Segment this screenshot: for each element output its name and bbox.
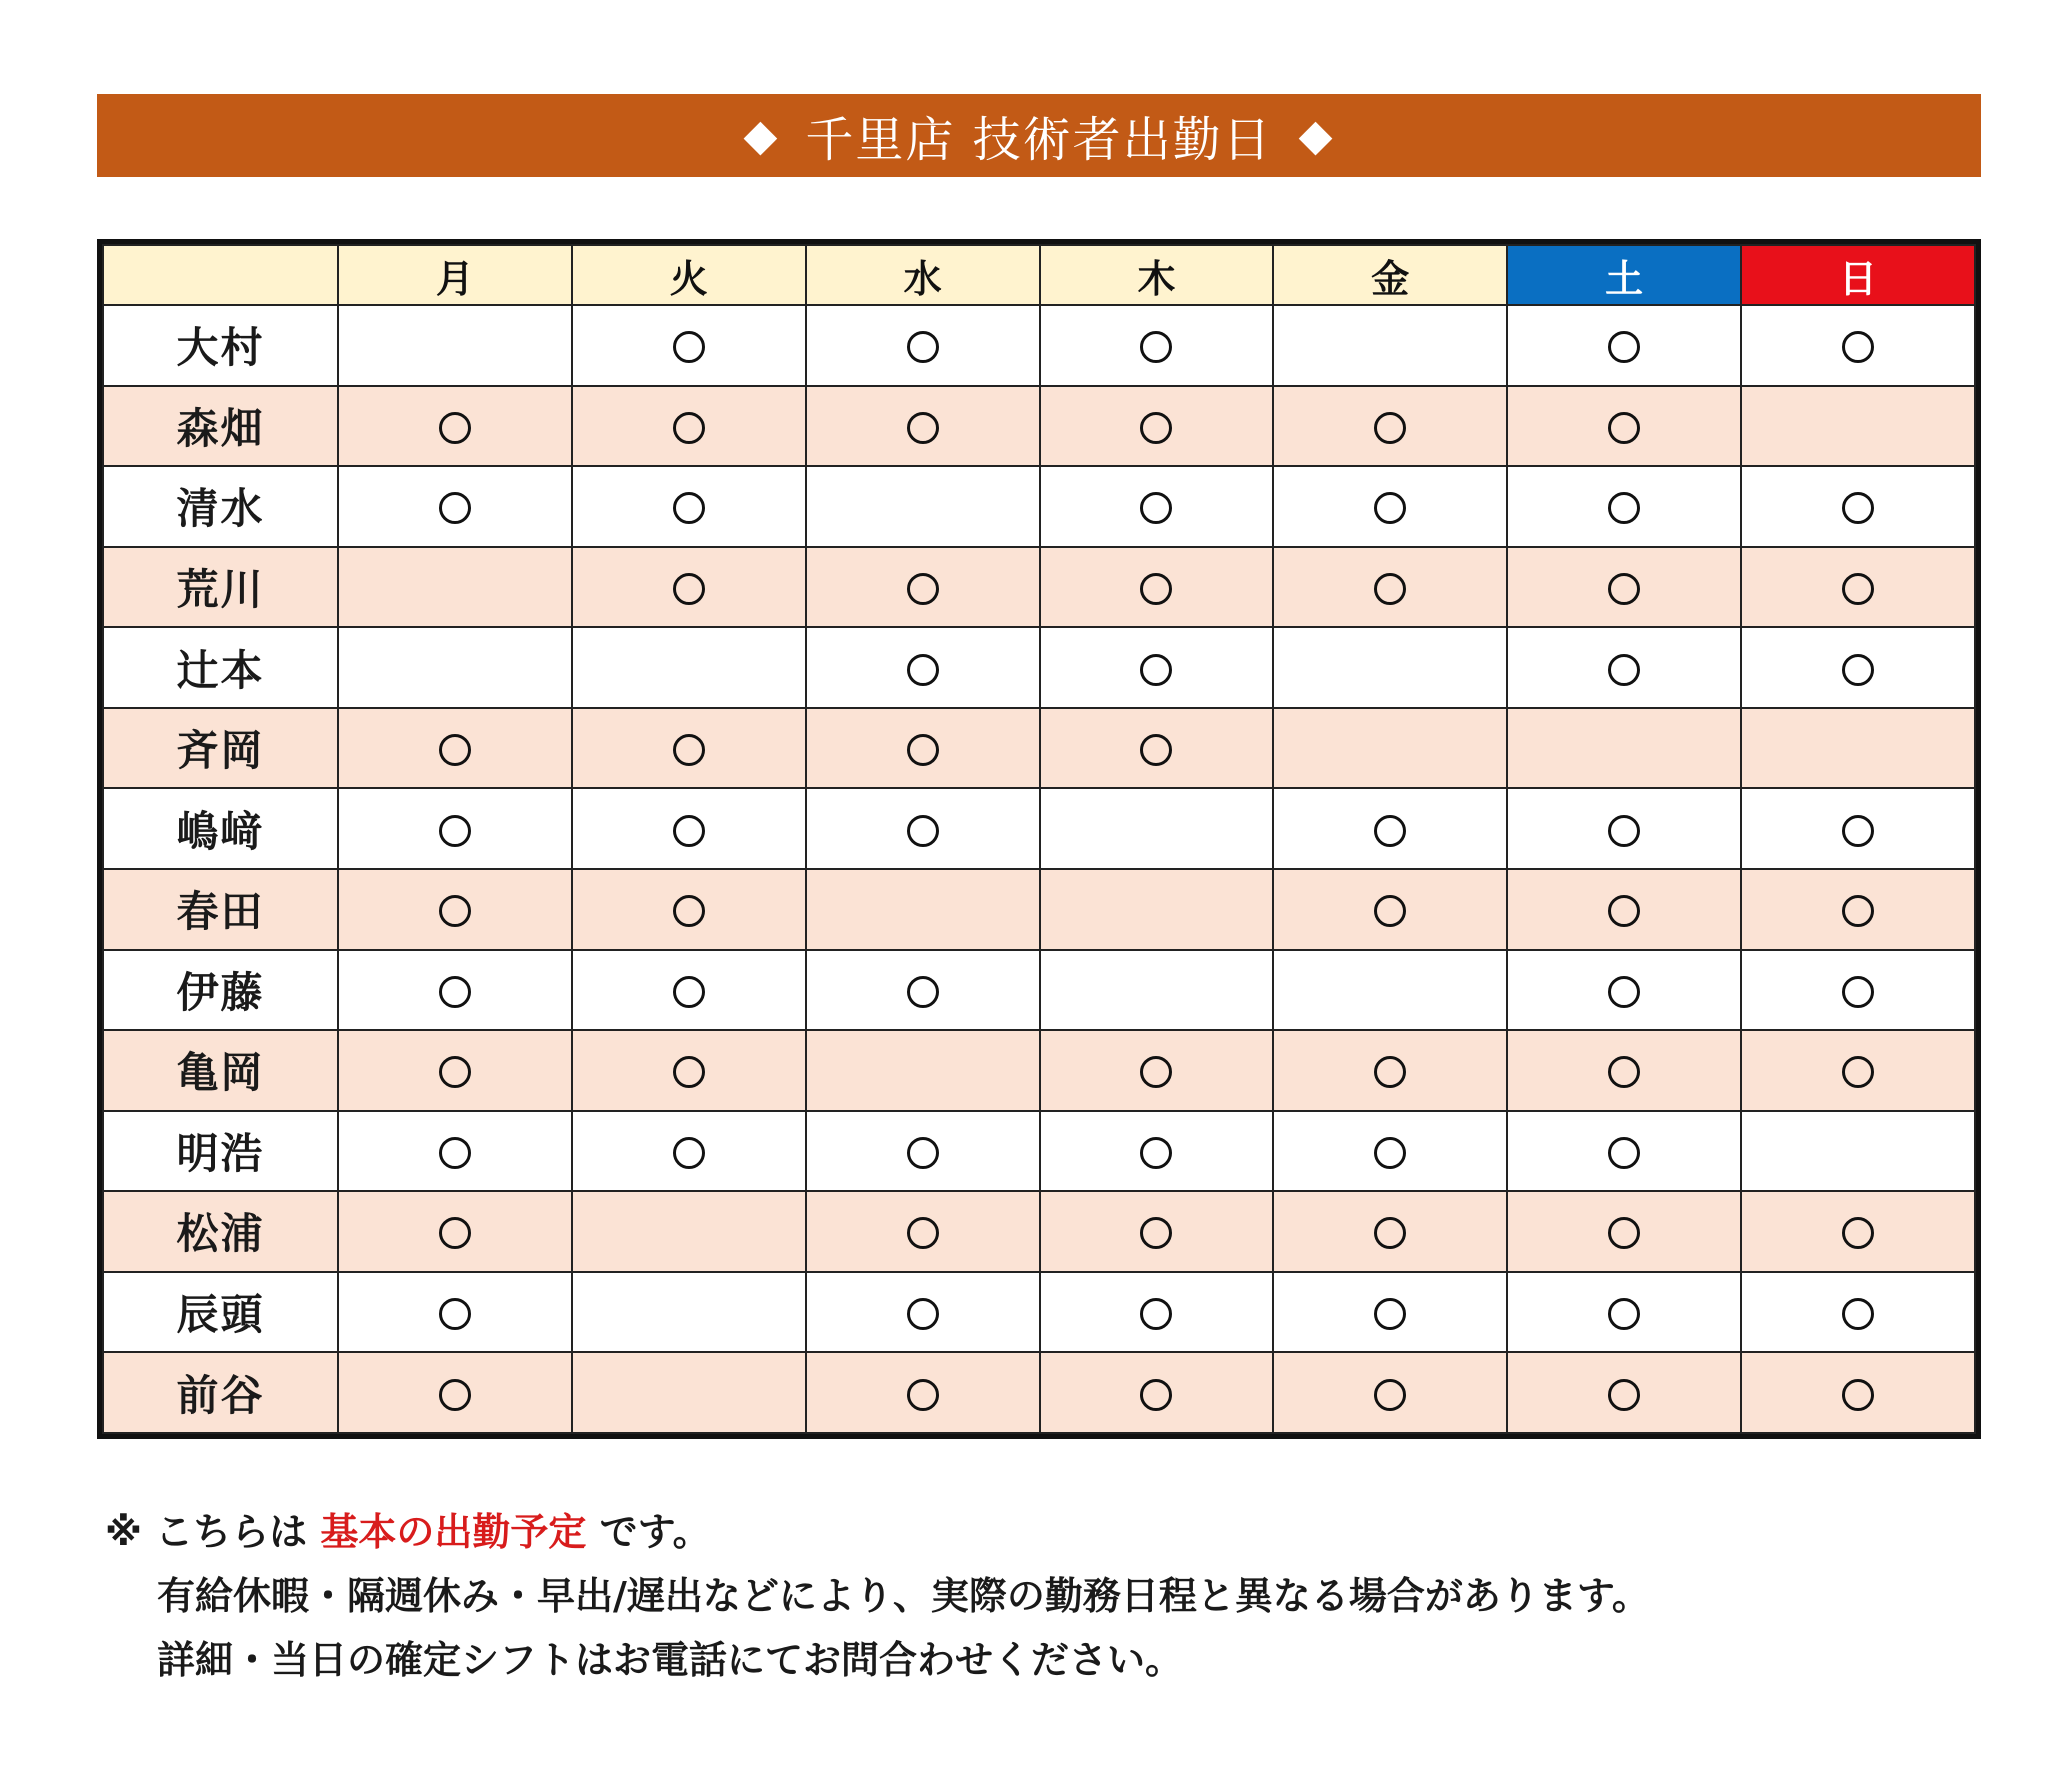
schedule-cell	[1741, 1272, 1975, 1353]
schedule-cell	[1741, 466, 1975, 547]
schedule-cell	[1741, 1191, 1975, 1272]
schedule-cell	[1741, 869, 1975, 950]
attendance-circle-icon	[1608, 815, 1640, 847]
attendance-circle-icon	[673, 331, 705, 363]
schedule-cell	[1507, 386, 1741, 467]
attendance-circle-icon	[439, 734, 471, 766]
attendance-circle-icon	[1140, 1298, 1172, 1330]
schedule-cell	[1507, 1030, 1741, 1111]
attendance-circle-icon	[673, 1137, 705, 1169]
schedule-cell	[1040, 1191, 1274, 1272]
technician-name: 森畑	[103, 386, 338, 467]
technician-name: 辻本	[103, 627, 338, 708]
schedule-cell	[1040, 627, 1274, 708]
attendance-circle-icon	[907, 1379, 939, 1411]
schedule-cell	[1507, 1111, 1741, 1192]
schedule-cell	[806, 1111, 1040, 1192]
attendance-circle-icon	[1140, 1217, 1172, 1249]
schedule-cell	[338, 1111, 572, 1192]
schedule-cell	[572, 1191, 806, 1272]
schedule-cell	[1040, 869, 1274, 950]
schedule-cell	[806, 305, 1040, 386]
schedule-cell	[338, 627, 572, 708]
technician-name: 春田	[103, 869, 338, 950]
attendance-circle-icon	[1842, 492, 1874, 524]
schedule-cell	[1741, 305, 1975, 386]
technician-name: 斉岡	[103, 708, 338, 789]
schedule-cell	[806, 1352, 1040, 1433]
schedule-cell	[572, 1352, 806, 1433]
schedule-cell	[806, 1030, 1040, 1111]
schedule-cell	[1273, 305, 1507, 386]
attendance-circle-icon	[1842, 1217, 1874, 1249]
attendance-circle-icon	[1374, 1137, 1406, 1169]
attendance-circle-icon	[1842, 1298, 1874, 1330]
schedule-cell	[1273, 1272, 1507, 1353]
attendance-circle-icon	[1374, 492, 1406, 524]
schedule-cell	[1040, 386, 1274, 467]
schedule-cell	[1507, 1191, 1741, 1272]
attendance-circle-icon	[439, 976, 471, 1008]
schedule-body	[103, 305, 1975, 1433]
schedule-cell	[1040, 1111, 1274, 1192]
schedule-cell	[1507, 547, 1741, 628]
table-row	[103, 1030, 1975, 1111]
attendance-circle-icon	[907, 734, 939, 766]
diamond-icon: ◆	[1298, 110, 1335, 161]
schedule-cell	[1273, 1030, 1507, 1111]
schedule-cell	[338, 547, 572, 628]
technician-name: 明浩	[103, 1111, 338, 1192]
attendance-circle-icon	[907, 331, 939, 363]
attendance-circle-icon	[439, 1137, 471, 1169]
attendance-circle-icon	[907, 1137, 939, 1169]
attendance-circle-icon	[1374, 895, 1406, 927]
schedule-cell	[1741, 1030, 1975, 1111]
day-header-wed: 水	[806, 245, 1040, 305]
attendance-circle-icon	[439, 492, 471, 524]
day-header-fri: 金	[1273, 245, 1507, 305]
attendance-circle-icon	[1140, 492, 1172, 524]
schedule-cell	[806, 466, 1040, 547]
schedule-cell	[338, 305, 572, 386]
table-row	[103, 547, 1975, 628]
header-row	[103, 245, 1975, 305]
schedule-cell	[1040, 1030, 1274, 1111]
table-row	[103, 466, 1975, 547]
attendance-circle-icon	[439, 412, 471, 444]
schedule-cell	[806, 627, 1040, 708]
attendance-circle-icon	[907, 1217, 939, 1249]
technician-name: 辰頭	[103, 1272, 338, 1353]
attendance-circle-icon	[907, 976, 939, 1008]
note-line-1	[105, 1500, 1650, 1564]
attendance-circle-icon	[1140, 734, 1172, 766]
attendance-circle-icon	[1374, 815, 1406, 847]
schedule-cell	[1273, 788, 1507, 869]
schedule-cell	[1507, 1272, 1741, 1353]
attendance-circle-icon	[1608, 412, 1640, 444]
schedule-cell	[572, 386, 806, 467]
schedule-cell	[338, 1352, 572, 1433]
schedule-cell	[338, 386, 572, 467]
attendance-circle-icon	[1140, 1056, 1172, 1088]
attendance-circle-icon	[1608, 1379, 1640, 1411]
attendance-circle-icon	[673, 895, 705, 927]
schedule-cell	[338, 466, 572, 547]
schedule-cell	[806, 708, 1040, 789]
schedule-cell	[572, 1272, 806, 1353]
attendance-circle-icon	[1842, 1056, 1874, 1088]
schedule-cell	[806, 788, 1040, 869]
schedule-table-frame	[97, 239, 1981, 1439]
schedule-cell	[572, 788, 806, 869]
attendance-circle-icon	[1608, 1056, 1640, 1088]
attendance-circle-icon	[1842, 573, 1874, 605]
attendance-circle-icon	[1140, 331, 1172, 363]
attendance-circle-icon	[1842, 654, 1874, 686]
attendance-circle-icon	[439, 1379, 471, 1411]
schedule-cell	[1273, 466, 1507, 547]
note-line-2: 有給休暇・隔週休み・早出/遅出などにより、実際の勤務日程と異なる場合があります。	[157, 1574, 1650, 1618]
note-emphasis: 基本の出勤予定	[320, 1510, 587, 1554]
schedule-cell	[1507, 950, 1741, 1031]
attendance-circle-icon	[439, 1217, 471, 1249]
attendance-circle-icon	[439, 1298, 471, 1330]
table-row	[103, 788, 1975, 869]
attendance-circle-icon	[1374, 573, 1406, 605]
schedule-cell	[1273, 950, 1507, 1031]
schedule-cell	[1273, 627, 1507, 708]
technician-name: 嶋﨑	[103, 788, 338, 869]
schedule-cell	[338, 708, 572, 789]
day-header-sat: 土	[1507, 245, 1741, 305]
attendance-circle-icon	[1374, 1379, 1406, 1411]
schedule-cell	[1040, 547, 1274, 628]
technician-name: 亀岡	[103, 1030, 338, 1111]
schedule-cell	[1507, 1352, 1741, 1433]
attendance-circle-icon	[1608, 1217, 1640, 1249]
diamond-icon: ◆	[743, 110, 780, 161]
corner-cell	[103, 245, 338, 305]
attendance-circle-icon	[1140, 412, 1172, 444]
schedule-cell	[1040, 788, 1274, 869]
schedule-cell	[572, 1111, 806, 1192]
table-row	[103, 1352, 1975, 1433]
schedule-cell	[1273, 869, 1507, 950]
attendance-circle-icon	[1842, 331, 1874, 363]
attendance-circle-icon	[907, 1298, 939, 1330]
schedule-cell	[806, 1191, 1040, 1272]
attendance-circle-icon	[1374, 1217, 1406, 1249]
schedule-cell	[572, 1030, 806, 1111]
schedule-cell	[338, 1191, 572, 1272]
note-line-3: 詳細・当日の確定シフトはお電話にてお問合わせください。	[157, 1638, 1184, 1682]
schedule-cell	[338, 1272, 572, 1353]
schedule-cell	[1507, 788, 1741, 869]
schedule-cell	[1273, 1191, 1507, 1272]
attendance-circle-icon	[439, 895, 471, 927]
attendance-circle-icon	[673, 412, 705, 444]
attendance-circle-icon	[1374, 412, 1406, 444]
schedule-cell	[1507, 305, 1741, 386]
schedule-cell	[1040, 950, 1274, 1031]
technician-name: 荒川	[103, 547, 338, 628]
schedule-cell	[1040, 1352, 1274, 1433]
schedule-cell	[1741, 386, 1975, 467]
page-title: 千里店 技術者出勤日	[805, 112, 1273, 168]
schedule-cell	[1741, 950, 1975, 1031]
attendance-circle-icon	[907, 815, 939, 847]
attendance-circle-icon	[1608, 331, 1640, 363]
table-row	[103, 708, 1975, 789]
schedule-cell	[1741, 547, 1975, 628]
table-row	[103, 627, 1975, 708]
schedule-cell	[806, 386, 1040, 467]
schedule-cell	[572, 466, 806, 547]
schedule-cell	[1741, 788, 1975, 869]
schedule-cell	[1741, 1111, 1975, 1192]
schedule-cell	[1741, 708, 1975, 789]
attendance-circle-icon	[1842, 976, 1874, 1008]
schedule-cell	[338, 869, 572, 950]
table-row	[103, 305, 1975, 386]
schedule-cell	[572, 869, 806, 950]
schedule-cell	[806, 950, 1040, 1031]
schedule-cell	[1040, 1272, 1274, 1353]
attendance-circle-icon	[673, 815, 705, 847]
schedule-cell	[572, 627, 806, 708]
schedule-cell	[572, 305, 806, 386]
schedule-cell	[1273, 547, 1507, 628]
note-suffix: です。	[586, 1510, 711, 1554]
attendance-circle-icon	[1842, 1379, 1874, 1411]
day-header-thu: 木	[1040, 245, 1274, 305]
attendance-circle-icon	[673, 573, 705, 605]
table-row	[103, 1111, 1975, 1192]
schedule-cell	[1507, 869, 1741, 950]
schedule-cell	[1273, 386, 1507, 467]
schedule-cell	[1040, 466, 1274, 547]
attendance-circle-icon	[1140, 573, 1172, 605]
table-row	[103, 386, 1975, 467]
attendance-circle-icon	[673, 734, 705, 766]
schedule-cell	[806, 547, 1040, 628]
title-banner	[97, 94, 1981, 177]
attendance-circle-icon	[907, 573, 939, 605]
attendance-circle-icon	[1140, 1379, 1172, 1411]
attendance-circle-icon	[1608, 573, 1640, 605]
attendance-circle-icon	[907, 412, 939, 444]
attendance-circle-icon	[1608, 895, 1640, 927]
schedule-cell	[806, 1272, 1040, 1353]
attendance-circle-icon	[1374, 1298, 1406, 1330]
schedule-cell	[1273, 708, 1507, 789]
schedule-cell	[1507, 708, 1741, 789]
schedule-cell	[338, 1030, 572, 1111]
attendance-circle-icon	[439, 1056, 471, 1088]
table-row	[103, 1272, 1975, 1353]
attendance-circle-icon	[1608, 1298, 1640, 1330]
schedule-cell	[1040, 305, 1274, 386]
table-row	[103, 1191, 1975, 1272]
technician-name: 伊藤	[103, 950, 338, 1031]
table-row	[103, 950, 1975, 1031]
schedule-cell	[1507, 627, 1741, 708]
schedule-cell	[338, 788, 572, 869]
schedule-cell	[1507, 466, 1741, 547]
technician-name: 大村	[103, 305, 338, 386]
day-header-mon: 月	[338, 245, 572, 305]
schedule-cell	[1741, 627, 1975, 708]
attendance-circle-icon	[673, 1056, 705, 1088]
schedule-cell	[1741, 1352, 1975, 1433]
schedule-cell	[1273, 1111, 1507, 1192]
attendance-circle-icon	[1608, 1137, 1640, 1169]
day-header-tue: 火	[572, 245, 806, 305]
day-header-sun: 日	[1741, 245, 1975, 305]
attendance-circle-icon	[439, 815, 471, 847]
attendance-circle-icon	[673, 492, 705, 524]
attendance-circle-icon	[1140, 1137, 1172, 1169]
note-prefix: ※ こちらは	[105, 1510, 321, 1554]
attendance-circle-icon	[1608, 654, 1640, 686]
schedule-cell	[572, 950, 806, 1031]
attendance-circle-icon	[1608, 492, 1640, 524]
attendance-circle-icon	[1374, 1056, 1406, 1088]
table-row	[103, 869, 1975, 950]
schedule-cell	[572, 547, 806, 628]
attendance-circle-icon	[907, 654, 939, 686]
schedule-cell	[572, 708, 806, 789]
schedule-cell	[806, 869, 1040, 950]
attendance-circle-icon	[673, 976, 705, 1008]
schedule-table	[102, 244, 1976, 1434]
attendance-circle-icon	[1842, 895, 1874, 927]
notes	[105, 1500, 1650, 1692]
schedule-cell	[1273, 1352, 1507, 1433]
schedule-cell	[1040, 708, 1274, 789]
technician-name: 前谷	[103, 1352, 338, 1433]
technician-name: 清水	[103, 466, 338, 547]
attendance-circle-icon	[1842, 815, 1874, 847]
schedule-cell	[338, 950, 572, 1031]
technician-name: 松浦	[103, 1191, 338, 1272]
attendance-circle-icon	[1140, 654, 1172, 686]
attendance-circle-icon	[1608, 976, 1640, 1008]
